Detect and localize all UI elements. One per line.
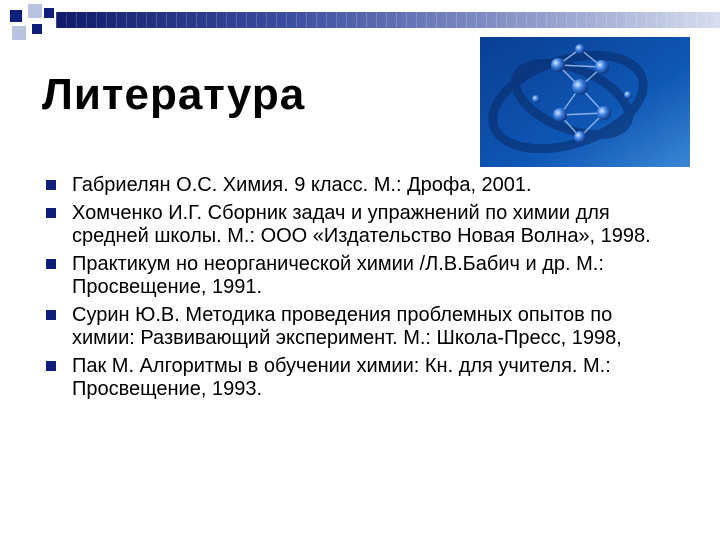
atom-molecule-picture — [480, 37, 690, 167]
list-item — [44, 304, 664, 350]
atom-node — [575, 44, 585, 54]
corner-square-3 — [44, 8, 54, 18]
atom-node — [551, 58, 565, 72]
square-bullet-icon — [46, 180, 56, 190]
reference-text: Габриелян О.С. Химия. 9 класс. М.: Дрофа, 2001. — [72, 174, 532, 196]
list-item — [44, 174, 664, 197]
reference-list — [44, 174, 664, 406]
atom-node — [595, 60, 609, 74]
atom-node — [597, 106, 611, 120]
atom-node — [624, 91, 632, 99]
atom-node — [572, 79, 588, 95]
corner-square-5 — [32, 24, 42, 34]
corner-square-2 — [28, 4, 42, 18]
square-bullet-icon — [46, 361, 56, 371]
reference-text: Пак М. Алгоритмы в обучении химии: Кн. для учителя. М.: Просвещение, 1993. — [72, 355, 611, 400]
slide-title: Литература — [42, 70, 306, 119]
atom-node — [532, 95, 540, 103]
square-bullet-icon — [46, 208, 56, 218]
header-grid-overlay — [56, 12, 720, 28]
atom-node — [553, 108, 567, 122]
corner-square-1 — [10, 10, 22, 22]
atom-node — [574, 131, 586, 143]
list-item — [44, 202, 664, 248]
list-item — [44, 253, 664, 299]
square-bullet-icon — [46, 259, 56, 269]
square-bullet-icon — [46, 310, 56, 320]
corner-square-4 — [12, 26, 26, 40]
reference-text: Хомченко И.Г. Сборник задач и упражнений по химии для средней школы. М.: ООО «Издательство Новая Волна», 1998. — [72, 202, 651, 247]
reference-text: Практикум но неорганической химии /Л.В.Бабич и др. М.: Просвещение, 1991. — [72, 253, 604, 298]
reference-text: Сурин Ю.В. Методика проведения проблемных опытов по химии: Развивающий эксперимент. М.: Школа-Пресс, 1998, — [72, 304, 622, 349]
list-item — [44, 355, 664, 401]
